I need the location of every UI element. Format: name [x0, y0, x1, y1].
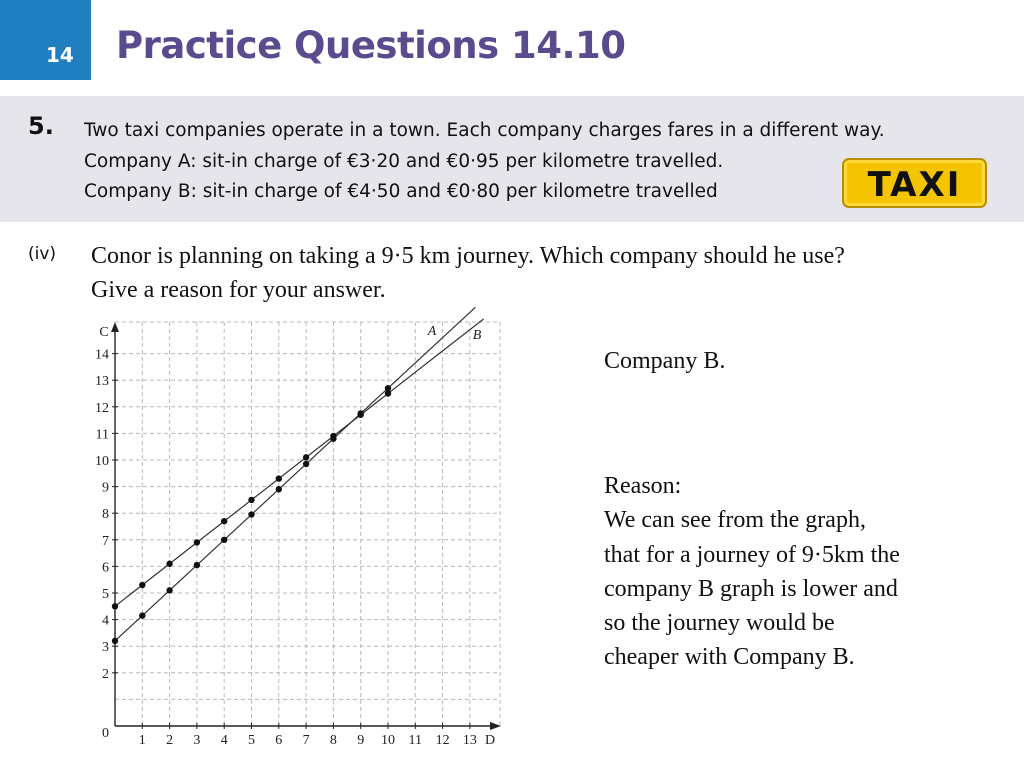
- data-point-b: [194, 539, 200, 545]
- y-tick-label: 10: [95, 454, 109, 469]
- reason-line: so the journey would be: [604, 610, 835, 637]
- answer-text: Company B.: [604, 348, 726, 374]
- y-tick-label: 11: [95, 427, 109, 443]
- x-tick-label: 1: [138, 733, 146, 748]
- x-tick-label: 10: [381, 733, 395, 748]
- data-point-b: [139, 582, 145, 588]
- x-tick-label: 11: [408, 733, 423, 748]
- y-tick-label: 5: [102, 587, 109, 602]
- data-point-a: [194, 562, 200, 568]
- series-label-a: A: [427, 324, 437, 339]
- part-label: (iv): [28, 244, 57, 264]
- data-point-a: [248, 511, 254, 517]
- chapter-number: 14: [46, 43, 74, 67]
- y-tick-label: 3: [102, 640, 109, 656]
- y-tick-label: 7: [102, 533, 109, 549]
- x-tick-label: 6: [275, 733, 283, 748]
- data-point-b: [166, 561, 172, 567]
- data-point-a: [112, 638, 118, 644]
- data-point-b: [248, 497, 254, 503]
- data-point-b: [276, 475, 282, 481]
- reason-line: Reason:: [604, 473, 682, 499]
- data-point-a: [276, 486, 282, 492]
- x-axis-arrow: [490, 722, 501, 730]
- y-tick-label: 9: [102, 480, 109, 496]
- x-tick-label: 13: [462, 733, 477, 748]
- x-tick-label: 4: [220, 733, 228, 748]
- x-tick-label: 7: [302, 733, 310, 748]
- y-axis-arrow: [111, 322, 119, 332]
- origin-label: 0: [102, 726, 109, 741]
- x-tick-label: 5: [248, 733, 255, 748]
- reason-line: cheaper with Company B.: [604, 644, 855, 671]
- data-point-b: [358, 412, 364, 418]
- reason-line: that for a journey of 9·5km the: [604, 541, 900, 568]
- part-question-line: Give a reason for your answer.: [91, 277, 386, 303]
- x-tick-label: 8: [329, 733, 337, 748]
- x-tick-label: 2: [166, 733, 174, 748]
- y-tick-label: 4: [102, 613, 109, 629]
- data-point-b: [330, 433, 336, 439]
- x-tick-label: 12: [435, 733, 450, 748]
- y-axis-label: C: [99, 325, 109, 340]
- taxi-sign-text: TAXI: [867, 165, 962, 205]
- question-line: Company B: sit-in charge of €4·50 and €0·80 per kilometre travelled: [84, 181, 718, 202]
- question-line: Company A: sit-in charge of €3·20 and €0·95 per kilometre travelled.: [84, 150, 724, 172]
- x-tick-label: 9: [357, 733, 365, 748]
- data-point-b: [221, 518, 227, 524]
- question-number: 5.: [28, 112, 54, 140]
- part-question-line: Conor is planning on taking a 9·5 km journey. Which company should he use?: [91, 243, 845, 269]
- y-tick-label: 2: [102, 666, 109, 682]
- y-tick-label: 12: [95, 400, 109, 416]
- series-label-b: B: [472, 328, 482, 343]
- page-title: Practice Questions 14.10: [116, 24, 626, 67]
- data-point-a: [166, 587, 172, 593]
- data-point-b: [303, 454, 309, 460]
- question-line: Two taxi companies operate in a town. Each company charges fares in a different way.: [84, 120, 885, 141]
- data-point-a: [221, 537, 227, 543]
- data-point-b: [385, 390, 391, 396]
- reason-line: company B graph is lower and: [604, 575, 898, 602]
- data-point-b: [112, 603, 118, 609]
- reason-text: [604, 469, 900, 675]
- data-point-a: [139, 612, 145, 618]
- y-tick-label: 14: [95, 347, 109, 363]
- y-tick-label: 13: [95, 374, 109, 390]
- y-tick-label: 6: [102, 560, 109, 576]
- x-tick-label: 3: [193, 733, 201, 748]
- x-axis-label: D: [484, 733, 496, 748]
- data-point-a: [303, 461, 309, 467]
- reason-line: We can see from the graph,: [604, 507, 866, 534]
- y-tick-label: 8: [102, 507, 109, 523]
